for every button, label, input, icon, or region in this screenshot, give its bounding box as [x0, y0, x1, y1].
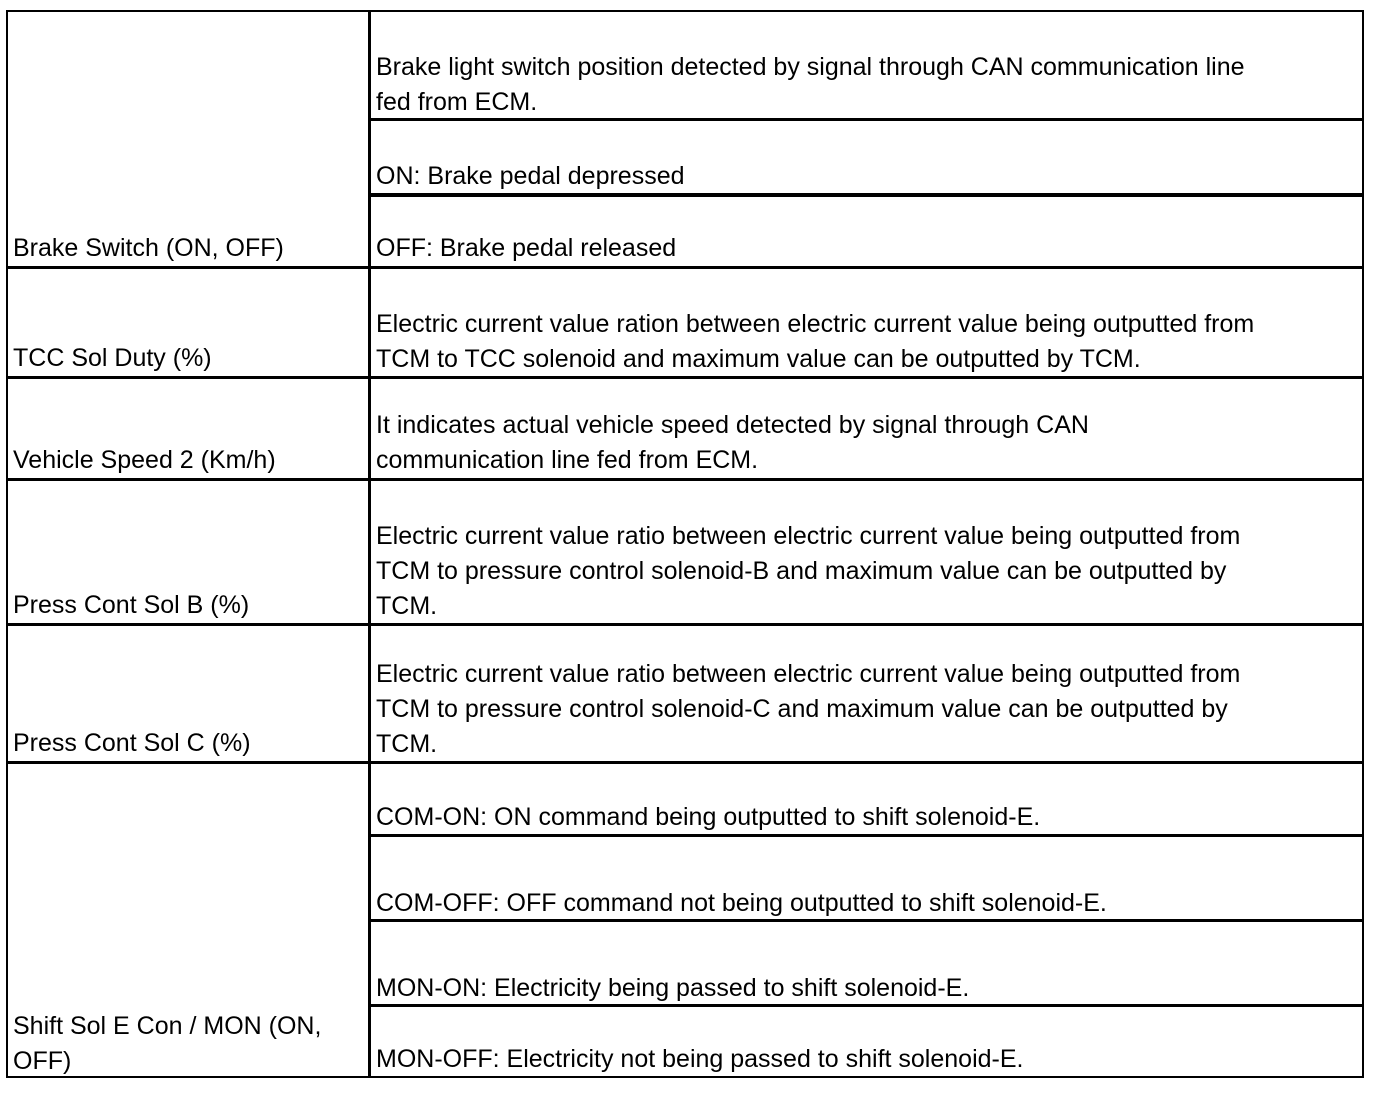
row-6-description-2: COM-OFF: OFF command not being outputted to shift solenoid-E.	[376, 889, 1107, 917]
row-6-description-4: MON-OFF: Electricity not being passed to shift solenoid-E.	[376, 1045, 1024, 1073]
row-1-description-2: ON: Brake pedal depressed	[376, 162, 685, 190]
row-6-label: Shift Sol E Con / MON (ON, OFF)	[13, 1012, 322, 1075]
row-4-description: Electric current value ratio between electric current value being outputted from TCM to pressure control solenoid-B and maximum value can be outputted by TCM.	[376, 522, 1241, 620]
column-divider	[368, 12, 371, 1076]
row-4-label: Press Cont Sol B (%)	[13, 591, 250, 619]
row-6-description-3: MON-ON: Electricity being passed to shift solenoid-E.	[376, 974, 970, 1002]
row-3-description: It indicates actual vehicle speed detected by signal through CAN communication line fed from ECM.	[376, 411, 1089, 474]
row-5-description: Electric current value ratio between electric current value being outputted from TCM to pressure control solenoid-C and maximum value can be outputted by TCM.	[376, 660, 1241, 758]
row-6-description-1: COM-ON: ON command being outputted to shift solenoid-E.	[376, 803, 1041, 831]
row-divider	[8, 266, 1362, 269]
row-2-label: TCC Sol Duty (%)	[13, 344, 212, 372]
row-3-label: Vehicle Speed 2 (Km/h)	[13, 446, 276, 474]
row-1-description-3: OFF: Brake pedal released	[376, 234, 677, 262]
row-5-label: Press Cont Sol C (%)	[13, 729, 251, 757]
row-1-label: Brake Switch (ON, OFF)	[13, 234, 284, 262]
parameter-table	[6, 10, 1364, 1078]
row-1-description-1: Brake light switch position detected by signal through CAN communication line fed from ECM.	[376, 53, 1245, 116]
row-2-description: Electric current value ration between electric current value being outputted from TCM to TCC solenoid and maximum value can be outputted by TCM.	[376, 310, 1255, 373]
row-divider	[8, 478, 1362, 481]
